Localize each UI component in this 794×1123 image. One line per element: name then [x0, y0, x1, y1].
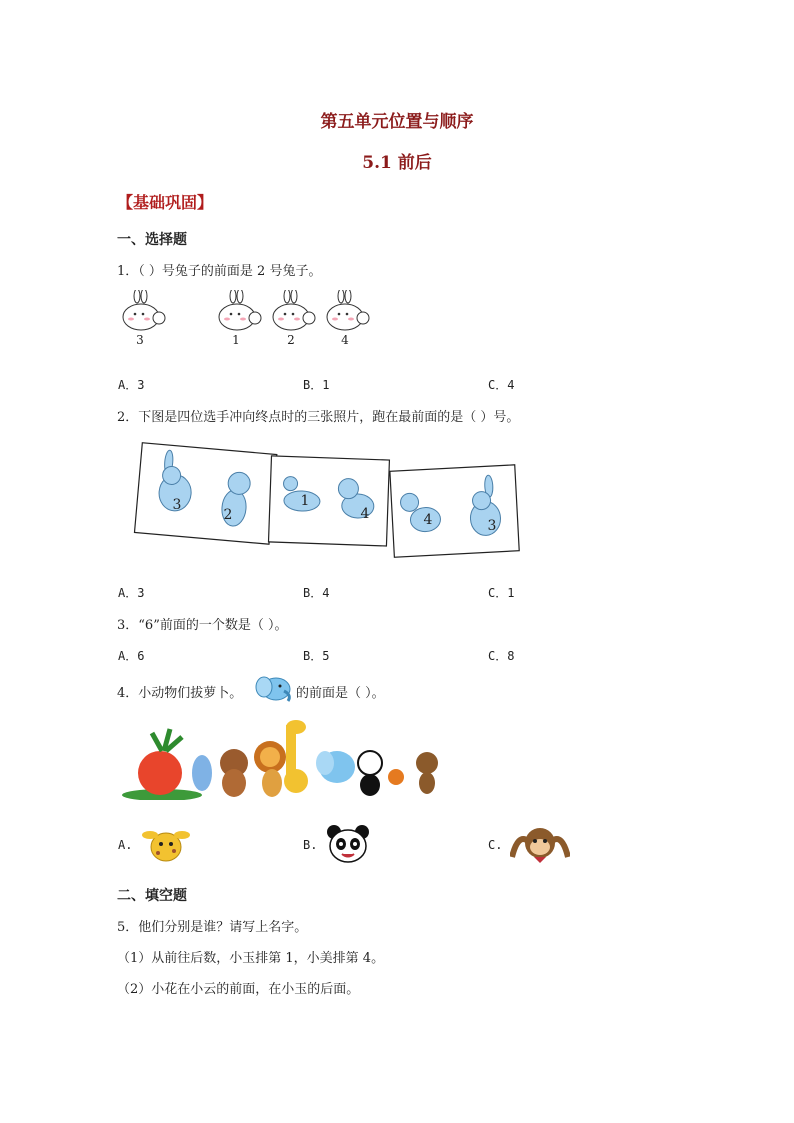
animals-pulling-radish-figure [122, 715, 457, 800]
q4-option-c: C. [488, 838, 503, 852]
rabbit-icon [123, 290, 165, 330]
photo-number: 1 [300, 493, 310, 509]
photo-number: 3 [487, 518, 497, 534]
rabbit-number: 1 [232, 333, 240, 347]
rabbit-number: 3 [136, 333, 144, 347]
q5-sub1: （1）从前往后数，小玉排第 1，小美排第 4。 [117, 951, 385, 966]
rabbit-icon [192, 755, 212, 791]
photo-number: 4 [360, 506, 370, 522]
photo-number: 4 [423, 512, 433, 528]
monkey-icon [510, 823, 570, 863]
race-photos-figure [130, 440, 530, 565]
radish-icon [138, 751, 182, 795]
q2-option-b: B．4 [303, 586, 330, 600]
q1-option-a: A．3 [118, 378, 145, 392]
q1-text: 1．（ ）号兔子的前面是 2 号兔子。 [117, 264, 322, 279]
section-basic-heading: 【基础巩固】 [117, 193, 214, 212]
q4-animals-line [122, 715, 457, 800]
page-subtitle: 5.1 前后 [362, 153, 432, 173]
q1-rabbits [117, 290, 387, 335]
page-title: 第五单元位置与顺序 [320, 112, 474, 132]
part2-heading: 二、填空题 [117, 888, 187, 904]
photo-number: 3 [172, 497, 182, 513]
q3-option-c: C．8 [488, 649, 515, 663]
q5-text: 5．他们分别是谁？请写上名字。 [117, 920, 308, 935]
q1-option-c: C．4 [488, 378, 515, 392]
photo-number: 2 [223, 507, 233, 523]
panda-icon [358, 751, 382, 775]
giraffe-icon [140, 823, 192, 863]
q2-photos [130, 440, 530, 565]
monkey-icon [416, 752, 438, 774]
elephant-icon [254, 673, 294, 703]
q4-option-b: B. [303, 838, 318, 852]
part1-heading: 一、选择题 [117, 232, 187, 248]
panda-icon [322, 822, 374, 864]
q4-text-before: 4．小动物们拔萝卜。 [117, 686, 243, 701]
rabbit-number: 2 [287, 333, 295, 347]
rabbit-number: 4 [341, 333, 349, 347]
q2-option-a: A．3 [118, 586, 145, 600]
q3-text: 3．“6”前面的一个数是（ ）。 [117, 618, 288, 633]
q3-option-b: B．5 [303, 649, 330, 663]
q4-text-after: 的前面是（ ）。 [296, 686, 385, 701]
q5-sub2: （2）小花在小云的前面，在小玉的后面。 [117, 982, 360, 997]
q3-option-a: A．6 [118, 649, 145, 663]
q1-option-b: B．1 [303, 378, 330, 392]
q2-option-c: C．1 [488, 586, 515, 600]
q4-option-a: A. [118, 838, 133, 852]
rabbit-row-figure [117, 290, 387, 335]
q2-text: 2．下图是四位选手冲向终点时的三张照片，跑在最前面的是（ ）号。 [117, 410, 520, 425]
fox-icon [388, 769, 404, 785]
